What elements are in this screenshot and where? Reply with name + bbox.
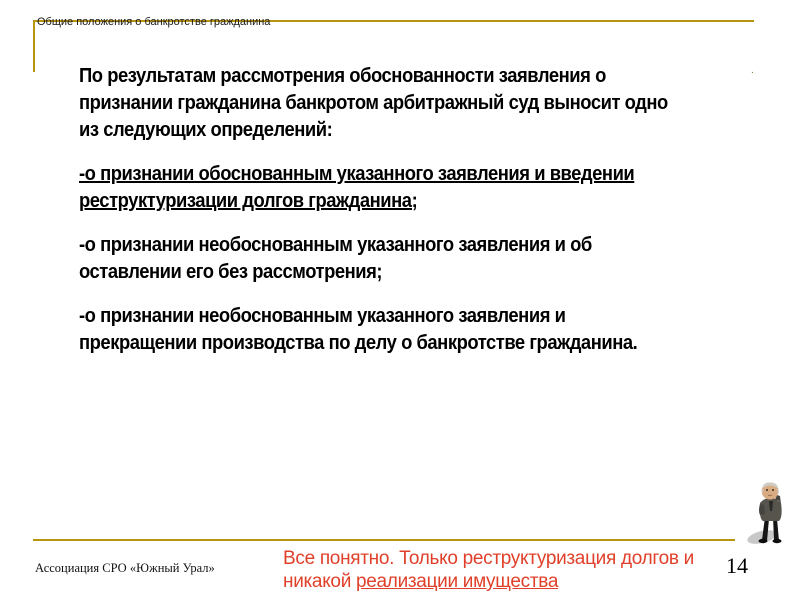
stray-period-mark: . <box>751 65 754 76</box>
footer-note-line2-plain: никакой <box>283 571 356 592</box>
footer-organization: Ассоциация СРО «Южный Урал» <box>35 561 215 575</box>
paragraph-restructuring: -о признании обоснованным указанного заявления и введении реструктуризации долгов гражданина; <box>79 163 635 212</box>
footer-note-line1: Все понятно. Только реструктуризация долгов и <box>283 548 694 569</box>
slide-title: Общие положения о банкротстве гражданина <box>37 16 271 28</box>
thinking-man-clipart <box>746 481 796 545</box>
slide-body <box>79 63 686 374</box>
page-number: 14 <box>726 553 748 578</box>
footer-note-line2 <box>283 570 743 593</box>
paragraph-intro: По результатам рассмотрения обоснованности заявления о признании гражданина банкротом арбитражный суд выносит одно из следующих определений: <box>79 65 668 141</box>
footer-rule <box>33 539 735 541</box>
header-rule-vertical <box>33 20 35 72</box>
footer-note <box>283 547 743 593</box>
paragraph-unfounded-terminated: -о признании необоснованным указанного заявления и прекращении производства по делу о банкротстве гражданина. <box>79 305 638 354</box>
paragraph-unfounded-left: -о признании необоснованным указанного заявления и об оставлении его без рассмотрения; <box>79 234 592 283</box>
footer-note-link[interactable]: реализации имущества <box>356 571 559 592</box>
